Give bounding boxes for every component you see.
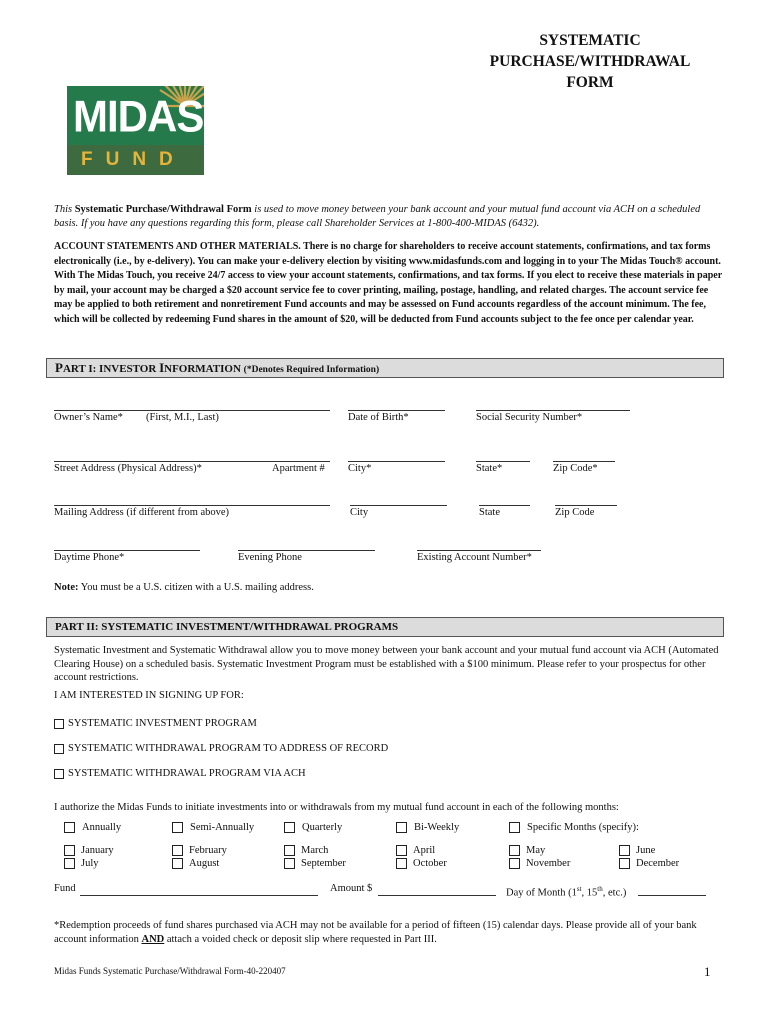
month-may-checkbox[interactable]	[509, 845, 520, 856]
redemption-text-b: attach a voided check or deposit slip where requested in Part III.	[164, 933, 437, 945]
freq-annually-option[interactable]	[64, 822, 121, 833]
day-sup1: st	[576, 885, 582, 893]
month-september-label: September	[301, 858, 346, 869]
existing-account-field[interactable]	[417, 550, 541, 551]
program-investment-checkbox[interactable]	[54, 719, 64, 729]
program-investment-option[interactable]	[54, 718, 257, 729]
month-august-checkbox[interactable]	[172, 858, 183, 869]
month-february-label: February	[189, 845, 227, 856]
dob-label: Date of Birth*	[348, 412, 409, 423]
fund-field[interactable]	[80, 895, 318, 896]
city-field[interactable]	[350, 505, 447, 506]
intro-rest: is used to move money between your bank account and your mutual fund account via ACH on a scheduled basis. If you have any questions regarding this form, please call Shareholder Services at 1-800-400-MIDAS (6432).	[54, 204, 701, 229]
freq-specific-option[interactable]	[509, 822, 639, 833]
amount-field[interactable]	[378, 895, 496, 896]
program-withdrawal-record-option[interactable]	[54, 743, 388, 754]
street-address-label: Street Address (Physical Address)*	[54, 463, 202, 474]
intro-paragraph	[54, 203, 724, 231]
footer-form-id: Midas Funds Systematic Purchase/Withdrawal Form-40-220407	[54, 966, 286, 976]
city-req-label: City*	[348, 463, 372, 474]
note-text: You must be a U.S. citizen with a U.S. mailing address.	[78, 582, 314, 593]
part2-heading-text: PART II: SYSTEMATIC INVESTMENT/WITHDRAWAL PROGRAMS	[55, 621, 399, 633]
program-withdrawal-ach-label: SYSTEMATIC WITHDRAWAL PROGRAM VIA ACH	[68, 768, 306, 779]
midas-fund-logo	[67, 86, 204, 175]
part1-heading	[46, 358, 724, 378]
ssn-field[interactable]	[476, 410, 630, 411]
months-apr-oct	[396, 844, 447, 871]
day-label-a: Day of Month (1	[506, 887, 577, 899]
program-withdrawal-ach-checkbox[interactable]	[54, 769, 64, 779]
owner-name-hint: (First, M.I., Last)	[146, 412, 219, 423]
freq-biweekly-option[interactable]	[396, 822, 459, 833]
city-req-field[interactable]	[348, 461, 445, 462]
freq-semiannually-checkbox[interactable]	[172, 822, 183, 833]
state-field[interactable]	[479, 505, 530, 506]
redemption-notice	[54, 919, 724, 946]
daytime-phone-label: Daytime Phone*	[54, 552, 125, 563]
part1-heading-rest: ART I: I	[62, 363, 104, 375]
freq-quarterly-checkbox[interactable]	[284, 822, 295, 833]
intro-prefix: This	[54, 204, 75, 215]
authorize-statement: I authorize the Midas Funds to initiate investments into or withdrawals from my mutual fund account in each of the following months:	[54, 802, 619, 813]
month-december-checkbox[interactable]	[619, 858, 630, 869]
logo-word-midas: MIDAS	[73, 91, 204, 142]
interested-heading: I AM INTERESTED IN SIGNING UP FOR:	[54, 690, 244, 701]
part1-heading-n: NVESTOR	[103, 363, 160, 375]
apartment-label: Apartment #	[272, 463, 325, 474]
day-of-month-label	[506, 883, 626, 900]
months-mar-sep	[284, 844, 346, 871]
month-march-label: March	[301, 845, 329, 856]
owner-name-label: Owner’s Name*	[54, 412, 123, 423]
zip-label: Zip Code	[555, 507, 595, 518]
month-december-label: December	[636, 858, 680, 869]
freq-biweekly-checkbox[interactable]	[396, 822, 407, 833]
program-withdrawal-record-label: SYSTEMATIC WITHDRAWAL PROGRAM TO ADDRESS OF RECORD	[68, 743, 389, 754]
owner-name-field[interactable]	[54, 410, 330, 411]
state-req-field[interactable]	[476, 461, 530, 462]
months-jan-jul	[64, 844, 114, 871]
existing-account-label: Existing Account Number*	[417, 552, 532, 563]
day-sup2: th	[597, 885, 603, 893]
day-of-month-field[interactable]	[638, 895, 706, 896]
state-label: State	[479, 507, 500, 518]
freq-semiannually-label: Semi-Annually	[190, 822, 255, 833]
note-label: Note:	[54, 582, 79, 593]
logo-word-fund: FUND	[81, 149, 186, 170]
program-withdrawal-ach-option[interactable]	[54, 768, 306, 779]
amount-label: Amount $	[330, 883, 373, 894]
title-line-1: SYSTEMATIC	[539, 32, 641, 49]
month-february-checkbox[interactable]	[172, 845, 183, 856]
month-july-checkbox[interactable]	[64, 858, 75, 869]
part1-heading-p: P	[55, 360, 63, 375]
freq-annually-checkbox[interactable]	[64, 822, 75, 833]
dob-field[interactable]	[348, 410, 445, 411]
state-req-label: State*	[476, 463, 503, 474]
form-title	[470, 30, 710, 93]
month-january-label: January	[81, 845, 114, 856]
month-january-checkbox[interactable]	[64, 845, 75, 856]
months-jun-dec	[619, 844, 679, 871]
evening-phone-label: Evening Phone	[238, 552, 302, 563]
month-may-label: May	[526, 845, 546, 856]
freq-biweekly-label: Bi-Weekly	[414, 822, 460, 833]
month-october-checkbox[interactable]	[396, 858, 407, 869]
month-november-label: November	[526, 858, 571, 869]
part1-heading-i: I	[159, 360, 165, 375]
month-june-label: June	[636, 845, 656, 856]
part2-heading	[46, 617, 724, 637]
zip-field[interactable]	[555, 505, 617, 506]
freq-quarterly-label: Quarterly	[302, 822, 343, 833]
mailing-address-field[interactable]	[54, 505, 330, 506]
freq-annually-label: Annually	[82, 822, 122, 833]
month-october-label: October	[413, 858, 447, 869]
month-march-checkbox[interactable]	[284, 845, 295, 856]
months-may-nov	[509, 844, 570, 871]
day-label-b: , 15	[581, 887, 598, 899]
freq-specific-label: Specific Months (specify):	[527, 822, 639, 833]
part1-heading-nfo: NFORMATION	[164, 363, 241, 375]
month-april-label: April	[413, 845, 436, 856]
freq-quarterly-option[interactable]	[284, 822, 342, 833]
program-withdrawal-record-checkbox[interactable]	[54, 744, 64, 754]
citizenship-note	[54, 582, 314, 594]
freq-specific-checkbox[interactable]	[509, 822, 520, 833]
month-april-checkbox[interactable]	[396, 845, 407, 856]
day-label-c: , etc.)	[602, 887, 627, 899]
zip-req-field[interactable]	[553, 461, 615, 462]
part2-description: Systematic Investment and Systematic Withdrawal allow you to move money between your bank account and your mutual fund account via ACH (Automated Clearing House) on a scheduled basis. Systematic Investment Program must be established with a $100 minimum. Please refer to your prospectus for other account restrictions.	[54, 645, 719, 683]
month-july-label: July	[81, 858, 99, 869]
evening-phone-field[interactable]	[238, 550, 375, 551]
mailing-address-label: Mailing Address (if different from above)	[54, 507, 230, 518]
account-statements-paragraph: ACCOUNT STATEMENTS AND OTHER MATERIALS. There is no charge for shareholders to receive account statements, confirmations, and tax forms electronically (i.e., by e-delivery). You can make your e-delivery election by visiting www.midasfunds.com and logging in to your The Midas Touch® account. With The Midas Touch, you receive 24/7 access to view your account statements, confirmations, and tax forms. If you elect to receive these materials in paper by mail, your account may be charged a $20 account service fee to cover printing, mailing, postage, handling, and related charges. The account service fee may be applied to both retirement and nonretirement Fund accounts and may be assessed on Fund accounts regardless of the account minimum. The fee, which will be collected by redeeming Fund shares in the amount of $20, will be deducted from Fund accounts subject to the fee once per calendar year.	[54, 241, 722, 325]
daytime-phone-field[interactable]	[54, 550, 200, 551]
month-september-checkbox[interactable]	[284, 858, 295, 869]
month-june-checkbox[interactable]	[619, 845, 630, 856]
redemption-and: AND	[141, 933, 165, 945]
street-address-field[interactable]	[54, 461, 330, 462]
redemption-text-a: *Redemption proceeds of fund shares purchased via ACH may not be available for a period of fifteen (15) calendar days. Please provide all of your bank account information	[54, 920, 697, 945]
zip-req-label: Zip Code*	[553, 463, 598, 474]
required-note: (*Denotes Required Information)	[243, 365, 380, 375]
intro-form-name: Systematic Purchase/Withdrawal Form	[74, 204, 252, 215]
month-november-checkbox[interactable]	[509, 858, 520, 869]
program-investment-label: SYSTEMATIC INVESTMENT PROGRAM	[68, 718, 257, 729]
title-line-3: FORM	[566, 74, 614, 91]
month-august-label: August	[189, 858, 220, 869]
title-line-2: PURCHASE/WITHDRAWAL	[489, 53, 691, 70]
fund-label: Fund	[54, 883, 76, 894]
page-number: 1	[704, 964, 711, 979]
ssn-label: Social Security Number*	[476, 412, 583, 423]
freq-semiannually-option[interactable]	[172, 822, 254, 833]
months-feb-aug	[172, 844, 227, 871]
city-label: City	[350, 507, 369, 518]
